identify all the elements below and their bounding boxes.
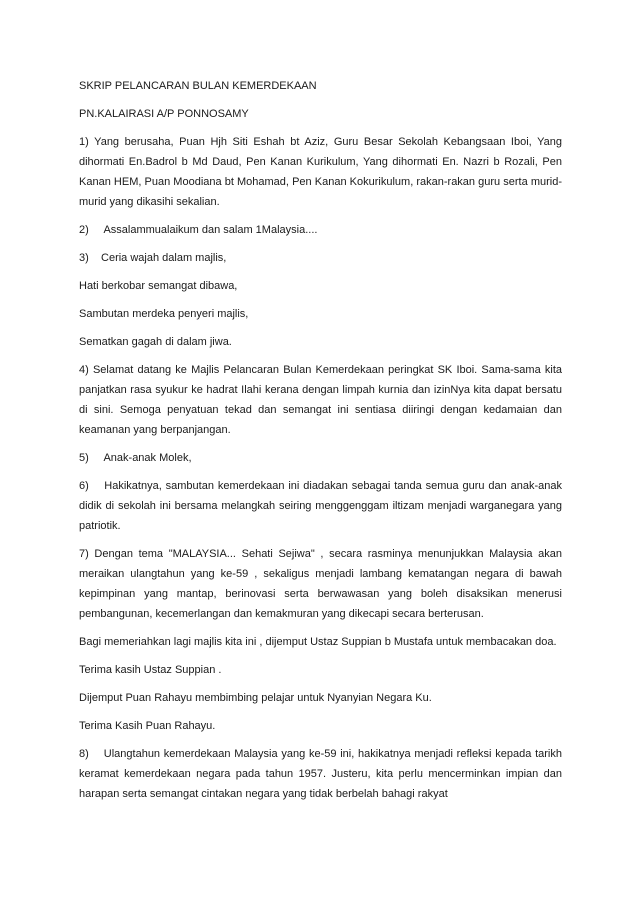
paragraph-3: 3) Ceria wajah dalam majlis, [79, 252, 227, 264]
document-title: SKRIP PELANCARAN BULAN KEMERDEKAAN [79, 80, 317, 92]
paragraph-2: 2) Assalammualaikum dan salam 1Malaysia.... [79, 224, 318, 236]
paragraph-7: 7) Dengan tema "MALAYSIA... Sehati Sejiwa" , secara rasminya menunjukkan Malaysia akan meraikan ulangtahun yang ke-59 , sekaligus menjadi lambang kematangan negara di bawah kepimpinan yang mantap, berinovasi serta berwawasan yang boleh disaksikan menerusi pembangunan, kecemerlangan dan kemakmuran yang dikecapi secara berterusan. [79, 548, 562, 620]
paragraph-thanks-ustaz: Terima kasih Ustaz Suppian . [79, 664, 222, 676]
paragraph-5: 5) Anak-anak Molek, [79, 452, 192, 464]
paragraph-4: 4) Selamat datang ke Majlis Pelancaran Bulan Kemerdekaan peringkat SK Iboi. Sama-sama kita panjatkan rasa syukur ke hadrat Ilahi kerana dengan limpah kurnia dan izinNya kita dapat bersatu di sini. Semoga penyatuan tekad dan semangat ini sentiasa diiringi dengan kedamaian dan keamanan yang berpanjangan. [79, 364, 562, 436]
paragraph-invite-anthem: Dijemput Puan Rahayu membimbing pelajar untuk Nyanyian Negara Ku. [79, 692, 432, 704]
paragraph-doa: Bagi memeriahkan lagi majlis kita ini , dijemput Ustaz Suppian b Mustafa untuk membacakan doa. [79, 636, 557, 648]
document-author: PN.KALAIRASI A/P PONNOSAMY [79, 108, 249, 120]
paragraph-thanks-rahayu: Terima Kasih Puan Rahayu. [79, 720, 216, 732]
paragraph-6: 6) Hakikatnya, sambutan kemerdekaan ini diadakan sebagai tanda semua guru dan anak-anak didik di sekolah ini bersama melangkah seiring menggenggam iltizam menjadi warganegara yang patriotik. [79, 480, 566, 532]
paragraph-8: 8) Ulangtahun kemerdekaan Malaysia yang ke-59 ini, hakikatnya menjadi refleksi kepada tarikh keramat kemerdekaan negara pada tahun 1957. Justeru, kita perlu mencerminkan impian dan harapan serta semangat cintakan negara yang tidak berbelah bahagi rakyat [79, 748, 566, 800]
paragraph-1: 1) Yang berusaha, Puan Hjh Siti Eshah bt Aziz, Guru Besar Sekolah Kebangsaan Iboi, Yang dihormati En.Badrol b Md Daud, Pen Kanan Kurikulum, Yang dihormati En. Nazri b Rozali, Pen Kanan HEM, Puan Moodiana bt Mohamad, Pen Kanan Kokurikulum, rakan-rakan guru serta murid-murid yang dikasihi sekalian. [79, 136, 562, 208]
poem-line-2: Hati berkobar semangat dibawa, [79, 280, 238, 292]
document-body [79, 76, 566, 812]
poem-line-4: Sematkan gagah di dalam jiwa. [79, 336, 232, 348]
poem-line-3: Sambutan merdeka penyeri majlis, [79, 308, 249, 320]
